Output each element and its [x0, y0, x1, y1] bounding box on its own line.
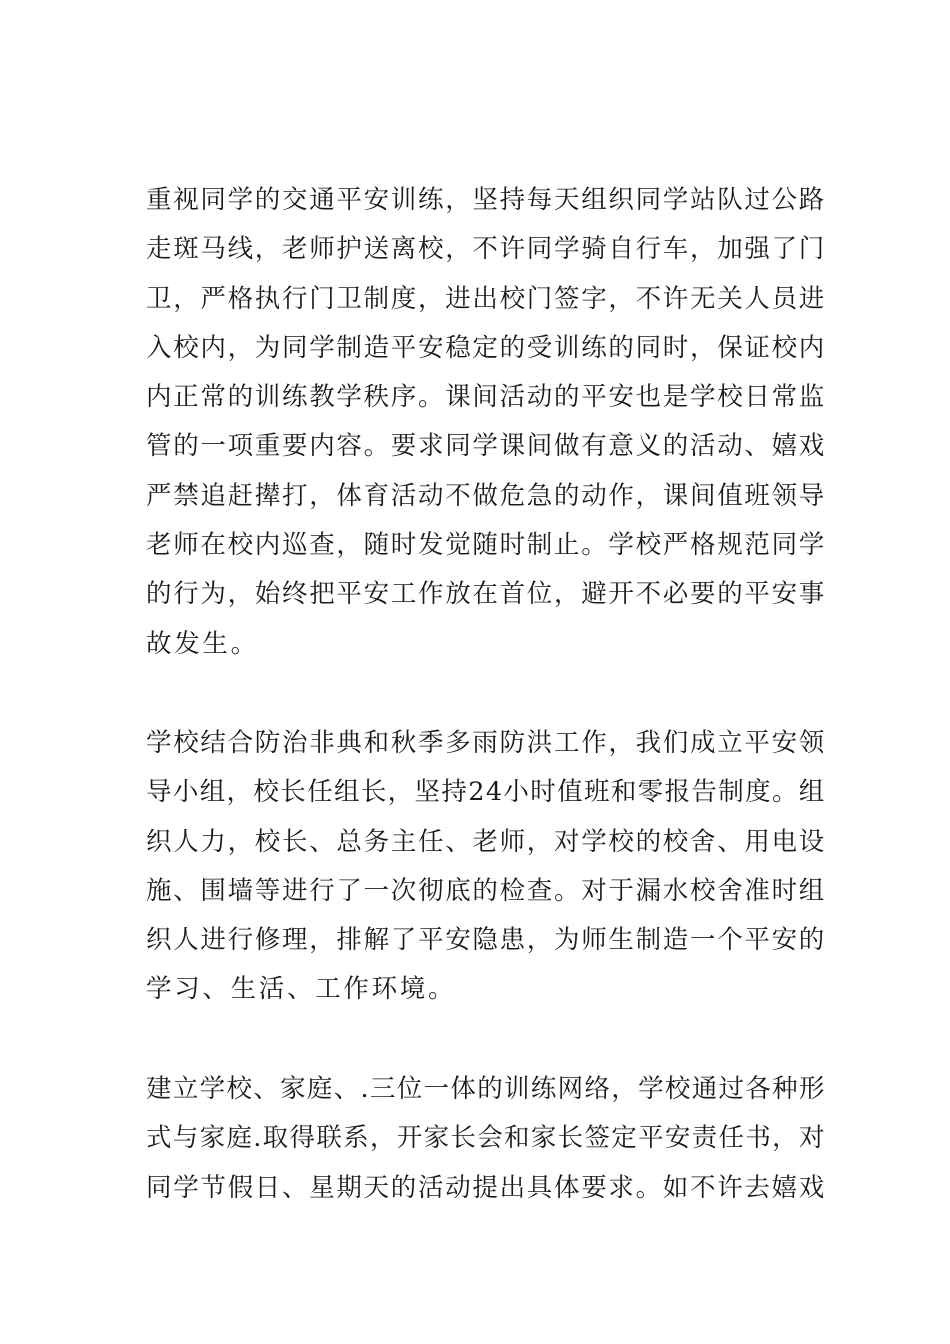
text-line: 式与家庭.取得联系，开家长会和家长签定平安责任书，对 [146, 1123, 826, 1154]
paragraph-education-network [146, 1065, 826, 1213]
text-line: 严禁追赶撵打，体育活动不做危急的动作，课间值班领导 [146, 480, 827, 511]
text-line: 入校内，为同学制造平安稳定的受训练的同时，保证校内 [146, 332, 827, 363]
paragraph-flood-prevention [146, 719, 826, 1015]
text-line: 走斑马线，老师护送离校，不许同学骑自行车，加强了门 [146, 234, 827, 265]
text-line: 的行为，始终把平安工作放在首位，避开不必要的平安事 [146, 579, 827, 610]
text-line: 导小组，校长任组长，坚持24小时值班和零报告制度。组 [146, 777, 826, 808]
paragraph-traffic-safety [146, 176, 826, 669]
text-line: 老师在校内巡查，随时发觉随时制止。学校严格规范同学 [146, 530, 827, 561]
text-line: 织人进行修理，排解了平安隐患，为师生制造一个平安的 [146, 925, 827, 956]
text-line: 管的一项重要内容。要求同学课间做有意义的活动、嬉戏 [146, 431, 827, 462]
text-line: 重视同学的交通平安训练，坚持每天组织同学站队过公路 [146, 185, 827, 215]
text-line: 学习、生活、工作环境。 [146, 974, 457, 1005]
text-line: 卫，严格执行门卫制度，进出校门签字，不许无关人员进 [146, 283, 827, 314]
text-line: 内正常的训练教学秩序。课间活动的平安也是学校日常监 [146, 382, 827, 413]
text-line: 施、围墙等进行了一次彻底的检查。对于漏水校舍准时组 [146, 875, 827, 906]
text-line: 建立学校、家庭、.三位一体的训练网络，学校通过各种形 [146, 1074, 826, 1104]
text-line: 故发生。 [146, 628, 259, 659]
text-line: 织人力，校长、总务主任、老师，对学校的校舍、用电设 [146, 826, 827, 857]
text-line: 同学节假日、星期天的活动提出具体要求。如不许去嬉戏 [146, 1172, 827, 1203]
text-line: 学校结合防治非典和秋季多雨防洪工作，我们成立平安领 [146, 728, 827, 758]
